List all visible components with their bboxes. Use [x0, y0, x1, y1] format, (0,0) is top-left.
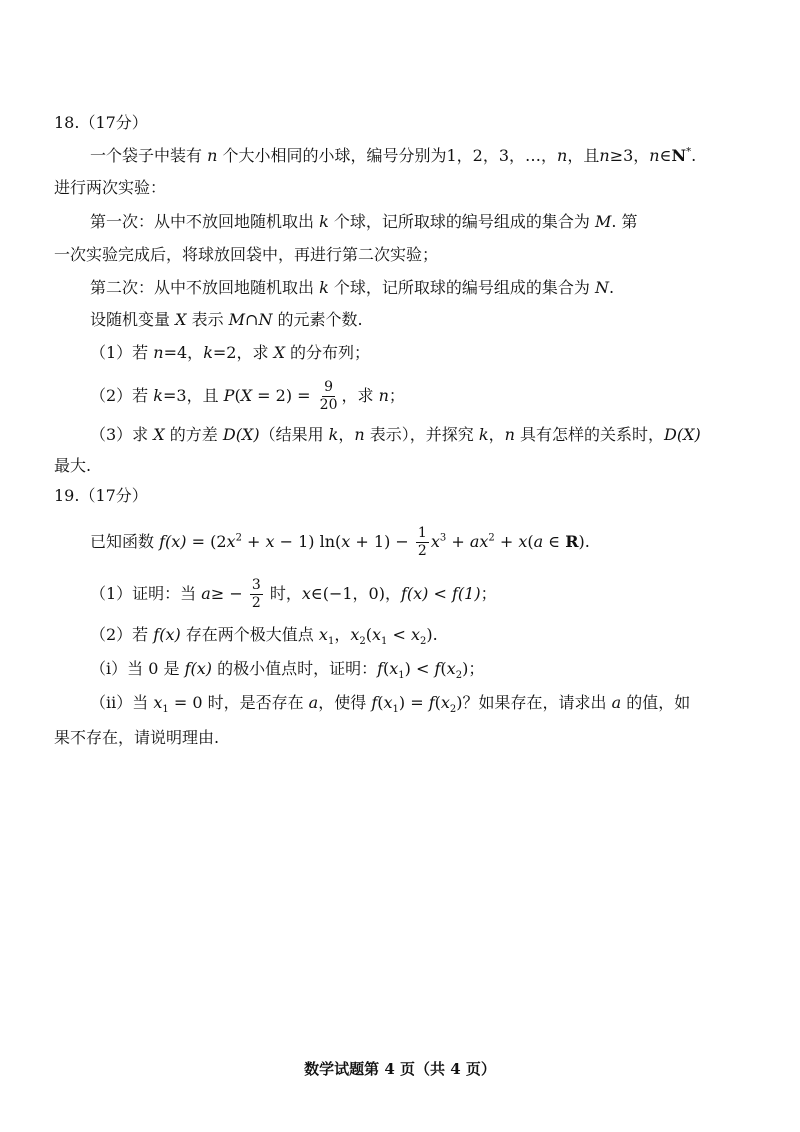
fraction-1-2: $\frac{1}{2}$ — [417, 525, 427, 559]
q19-part-1: （1）证明：当 a≥ − $\frac{3}{2}$ 时，x∈(−1，0)，f(x) < f(1)； — [90, 577, 497, 611]
q18-line-6: 设随机变量 X 表示 M∩N 的元素个数. — [90, 310, 363, 329]
fraction-9-20: $\frac{9}{20}$ — [319, 379, 338, 413]
q19-part-2-ii: （ii）当 $x_1 = 0$ 时，是否存在 a，使得 $f(x_1) = f(x_2)$？如果存在，请求出 a 的值，如 — [90, 693, 691, 716]
q19-part-2: （2）若 f(x) 存在两个极大值点 $x_1$，$x_2(x_1 < x_2)$. — [90, 625, 438, 648]
q19-part-2-ii-cont: 果不存在，请说明理由. — [54, 728, 220, 747]
q18-header: 18.（17分） — [54, 113, 148, 132]
q19-header: 19.（17分） — [54, 486, 148, 505]
q18-line-2: 进行两次实验： — [54, 178, 167, 197]
fraction-3-2: $\frac{3}{2}$ — [251, 577, 261, 611]
q18-part-3: （3）求 X 的方差 D(X)（结果用 k，n 表示），并探究 k，n 具有怎样的关系时，D(X) — [90, 425, 701, 444]
q18-line-4: 一次实验完成后，将球放回袋中，再进行第二次实验； — [54, 245, 439, 264]
q19-part-2-i: （i）当 0 是 f(x) 的极小值点时，证明：$f(x_1) < f(x_2)$； — [90, 659, 485, 682]
q18-line-1: 一个袋子中装有 n 个大小相同的小球，编号分别为1，2，3，…，n，且n≥3，n∈N*. — [90, 146, 697, 165]
q18-part-3-cont: 最大. — [54, 456, 92, 475]
q18-part-2: （2）若 k=3，且 P(X = 2) = $\frac{9}{20}$ ，求 n； — [90, 379, 405, 413]
q19-function: 已知函数 $f(x) = (2x^2 + x - 1) \ln(x + 1)$ − $\frac{1}{2}$ $x^3 + ax^2 + x(a$ ∈ R). — [90, 525, 590, 559]
page-footer: 数学试题第 4 页（共 4 页） — [304, 1060, 496, 1078]
q18-line-5: 第二次：从中不放回地随机取出 k 个球，记所取球的编号组成的集合为 N. — [90, 278, 615, 297]
q18-part-1: （1）若 n=4，k=2，求 X 的分布列； — [90, 343, 371, 362]
q18-line-3: 第一次：从中不放回地随机取出 k 个球，记所取球的编号组成的集合为 M. 第 — [90, 212, 638, 231]
